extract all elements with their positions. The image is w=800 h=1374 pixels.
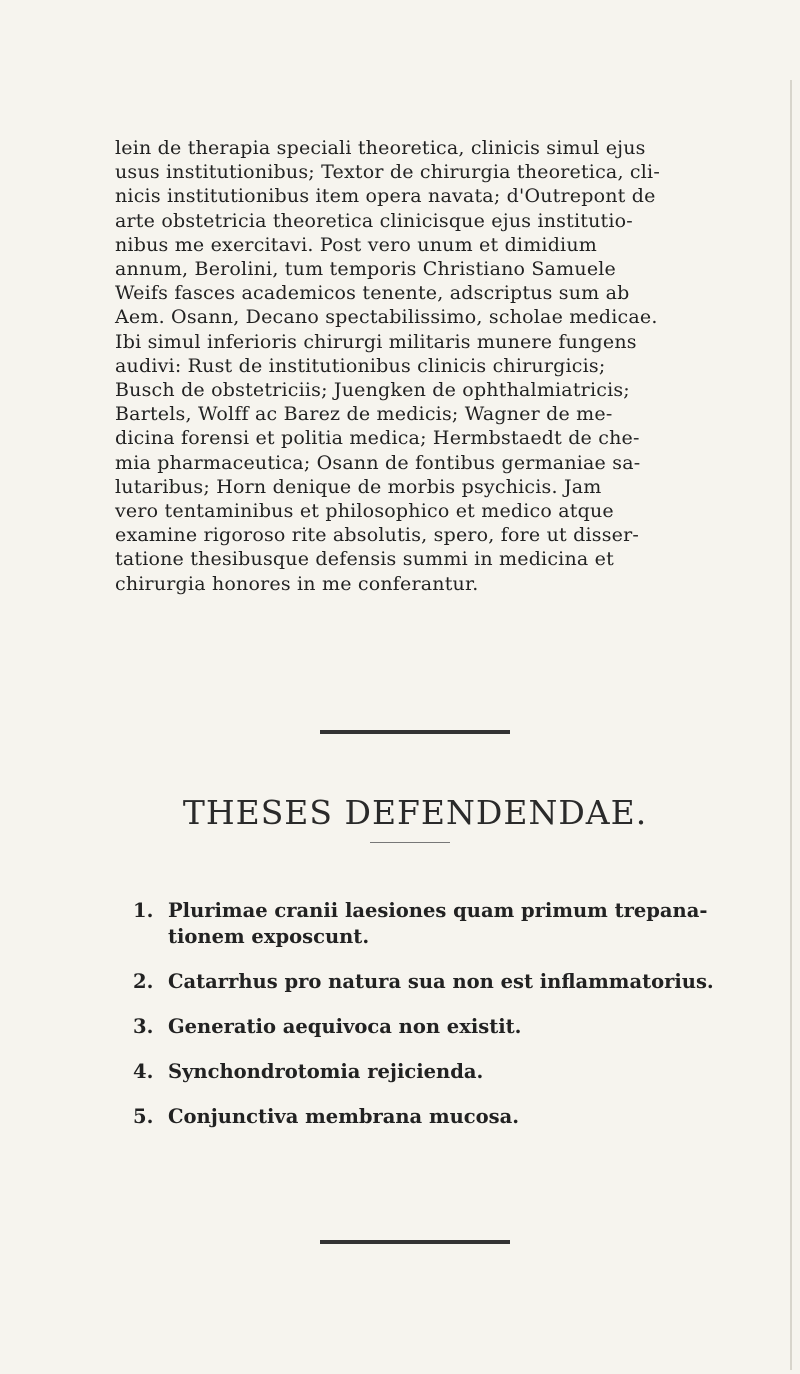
paragraph-line: usus institutionibus; Textor de chirurgia theoretica, cli- xyxy=(115,161,660,184)
paragraph-line: examine rigoroso rite absolutis, spero, fore ut disser- xyxy=(115,524,640,547)
bottom-divider xyxy=(320,1240,510,1244)
thesis-number: 1. xyxy=(133,899,154,922)
paragraph-line: Aem. Osann, Decano spectabilissimo, scholae medicae. xyxy=(115,306,658,329)
paragraph-line: Weifs fasces academicos tenente, adscriptus sum ab xyxy=(115,282,630,305)
paragraph-line: vero tentaminibus et philosophico et medico atque xyxy=(115,500,614,523)
theses-list xyxy=(133,898,733,1149)
thesis-number: 4. xyxy=(133,1060,154,1083)
thesis-item xyxy=(133,1104,733,1130)
thesis-number: 5. xyxy=(133,1105,154,1128)
thesis-item xyxy=(133,898,733,950)
thesis-item xyxy=(133,969,733,995)
thesis-number: 3. xyxy=(133,1015,154,1038)
thesis-continuation: tionem exposcunt. xyxy=(168,925,370,948)
thesis-item xyxy=(133,1059,733,1085)
thesis-text: Generatio aequivoca non existit. xyxy=(168,1015,522,1038)
thesis-text: Conjunctiva membrana mucosa. xyxy=(168,1105,520,1128)
thesis-text: Synchondrotomia rejicienda. xyxy=(168,1060,484,1083)
paragraph-line: Busch de obstetriciis; Juengken de ophthalmiatricis; xyxy=(115,379,630,402)
paragraph-line: annum, Berolini, tum temporis Christiano Samuele xyxy=(115,258,616,281)
top-divider xyxy=(320,730,510,734)
heading-underline xyxy=(370,842,450,843)
intro-paragraph xyxy=(115,136,700,596)
paragraph-line: nibus me exercitavi. Post vero unum et dimidium xyxy=(115,233,597,256)
paragraph-line: Bartels, Wolff ac Barez de medicis; Wagner de me- xyxy=(115,403,613,426)
paragraph-line: mia pharmaceutica; Osann de fontibus germaniae sa- xyxy=(115,451,641,474)
paragraph-line: audivi: Rust de institutionibus clinicis chirurgicis; xyxy=(115,354,606,377)
paragraph-line: lein de therapia speciali theoretica, clinicis simul ejus xyxy=(115,137,646,159)
paragraph-line: tatione thesibusque defensis summi in medicina et xyxy=(115,548,614,571)
thesis-number: 2. xyxy=(133,970,154,993)
paragraph-line: lutaribus; Horn denique de morbis psychicis. Jam xyxy=(115,475,602,498)
paragraph-line: dicina forensi et politia medica; Hermbstaedt de che- xyxy=(115,427,640,450)
paragraph-line: Ibi simul inferioris chirurgi militaris munere fungens xyxy=(115,330,637,353)
thesis-item xyxy=(133,1014,733,1040)
section-heading: THESES DEFENDENDAE. xyxy=(182,793,648,832)
paragraph-line: chirurgia honores in me conferantur. xyxy=(115,572,479,595)
paragraph-line: nicis institutionibus item opera navata; d'Outrepont de xyxy=(115,185,656,208)
page-edge xyxy=(790,80,792,1370)
paragraph-line: arte obstetricia theoretica clinicisque ejus institutio- xyxy=(115,209,633,232)
thesis-text: Catarrhus pro natura sua non est inflammatorius. xyxy=(168,970,714,993)
thesis-text: Plurimae cranii laesiones quam primum trepana- xyxy=(168,899,708,922)
